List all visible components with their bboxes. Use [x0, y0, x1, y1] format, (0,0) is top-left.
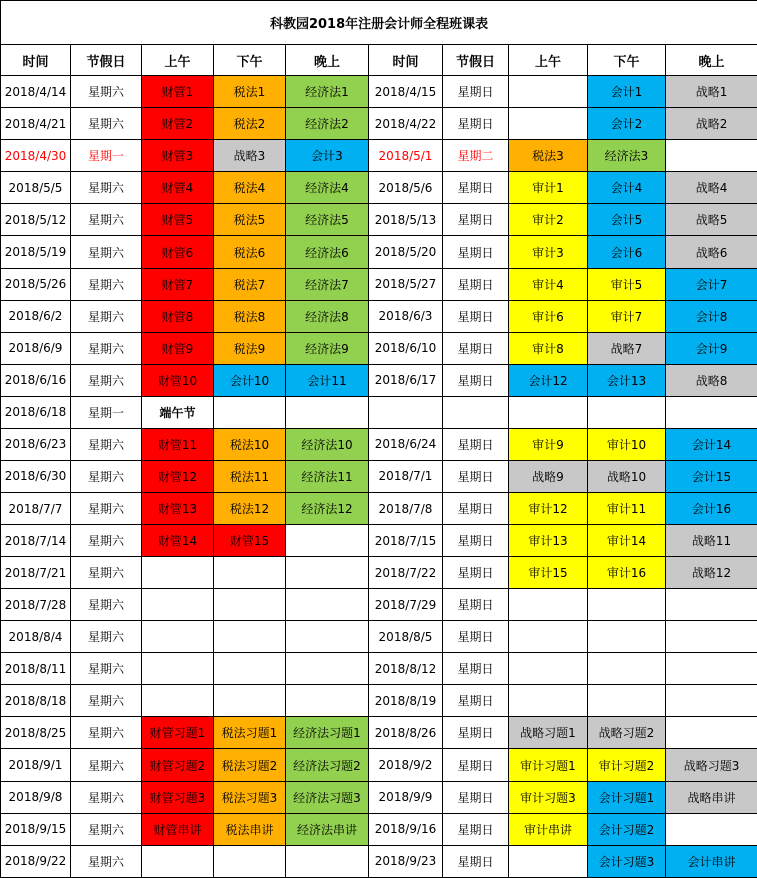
morning-cell-2: 审计3 — [509, 236, 588, 268]
morning-cell: 财管13 — [142, 492, 214, 524]
morning-cell: 财管10 — [142, 364, 214, 396]
date-cell-2: 2018/5/1 — [369, 140, 443, 172]
afternoon-cell: 税法12 — [214, 492, 286, 524]
table-row — [1, 428, 757, 460]
morning-cell-2: 审计6 — [509, 300, 588, 332]
morning-cell: 财管习题1 — [142, 717, 214, 749]
evening-cell: 经济法5 — [286, 204, 369, 236]
date-cell: 2018/6/30 — [1, 460, 71, 492]
morning-cell — [142, 589, 214, 621]
date-cell: 2018/8/18 — [1, 685, 71, 717]
afternoon-cell — [214, 845, 286, 877]
date-cell: 2018/7/14 — [1, 525, 71, 557]
afternoon-cell-2: 会计1 — [588, 76, 666, 108]
date-cell: 2018/9/8 — [1, 781, 71, 813]
date-cell: 2018/4/14 — [1, 76, 71, 108]
weekday-cell-2: 星期日 — [443, 172, 509, 204]
date-cell-2: 2018/7/8 — [369, 492, 443, 524]
table-row — [1, 589, 757, 621]
date-cell: 2018/7/7 — [1, 492, 71, 524]
evening-cell-2: 战略5 — [666, 204, 757, 236]
morning-header: 上午 — [142, 45, 214, 76]
evening-cell-2: 会计串讲 — [666, 845, 757, 877]
morning-cell: 财管12 — [142, 460, 214, 492]
morning-cell: 财管5 — [142, 204, 214, 236]
weekday-cell-2: 星期日 — [443, 364, 509, 396]
date-cell: 2018/6/18 — [1, 396, 71, 428]
evening-cell-2: 战略6 — [666, 236, 757, 268]
weekday-cell-2: 星期日 — [443, 557, 509, 589]
date-cell: 2018/4/30 — [1, 140, 71, 172]
weekday-cell: 星期六 — [71, 268, 142, 300]
weekday-cell: 星期六 — [71, 845, 142, 877]
date-cell-2: 2018/6/10 — [369, 332, 443, 364]
date-cell: 2018/8/4 — [1, 621, 71, 653]
table-row — [1, 813, 757, 845]
afternoon-cell-2 — [588, 396, 666, 428]
morning-cell — [142, 653, 214, 685]
table-row — [1, 364, 757, 396]
weekday-cell-2: 星期日 — [443, 332, 509, 364]
afternoon-cell-2: 会计习题1 — [588, 781, 666, 813]
date-cell-2: 2018/7/22 — [369, 557, 443, 589]
date-header-2: 时间 — [369, 45, 443, 76]
evening-cell-2 — [666, 653, 757, 685]
afternoon-cell-2: 战略7 — [588, 332, 666, 364]
date-cell-2: 2018/9/16 — [369, 813, 443, 845]
morning-header-2: 上午 — [509, 45, 588, 76]
date-cell-2: 2018/9/2 — [369, 749, 443, 781]
weekday-cell-2: 星期日 — [443, 460, 509, 492]
morning-cell-2: 战略习题1 — [509, 717, 588, 749]
date-cell: 2018/5/19 — [1, 236, 71, 268]
weekday-cell-2: 星期日 — [443, 621, 509, 653]
date-cell-2: 2018/9/23 — [369, 845, 443, 877]
evening-cell-2: 会计7 — [666, 268, 757, 300]
evening-cell-2 — [666, 717, 757, 749]
morning-cell-2: 审计13 — [509, 525, 588, 557]
weekday-cell-2: 星期日 — [443, 685, 509, 717]
weekday-cell: 星期一 — [71, 140, 142, 172]
date-cell-2: 2018/7/1 — [369, 460, 443, 492]
afternoon-cell-2: 战略10 — [588, 460, 666, 492]
weekday-cell: 星期六 — [71, 332, 142, 364]
date-cell: 2018/7/28 — [1, 589, 71, 621]
morning-cell-2: 审计4 — [509, 268, 588, 300]
date-cell-2: 2018/8/19 — [369, 685, 443, 717]
morning-cell-2 — [509, 108, 588, 140]
evening-cell-2: 战略12 — [666, 557, 757, 589]
afternoon-cell: 税法9 — [214, 332, 286, 364]
weekday-cell: 星期六 — [71, 300, 142, 332]
morning-cell: 财管8 — [142, 300, 214, 332]
afternoon-cell: 税法1 — [214, 76, 286, 108]
morning-cell: 财管11 — [142, 428, 214, 460]
afternoon-cell-2: 审计14 — [588, 525, 666, 557]
evening-cell-2 — [666, 621, 757, 653]
evening-cell: 经济法4 — [286, 172, 369, 204]
morning-cell: 财管1 — [142, 76, 214, 108]
weekday-cell-2: 星期日 — [443, 108, 509, 140]
evening-cell: 经济法习题3 — [286, 781, 369, 813]
afternoon-cell-2: 审计习题2 — [588, 749, 666, 781]
morning-cell-2 — [509, 685, 588, 717]
afternoon-cell-2 — [588, 653, 666, 685]
afternoon-cell: 税法习题3 — [214, 781, 286, 813]
table-row — [1, 717, 757, 749]
afternoon-cell — [214, 589, 286, 621]
morning-cell — [142, 845, 214, 877]
date-cell-2: 2018/9/9 — [369, 781, 443, 813]
evening-cell: 经济法12 — [286, 492, 369, 524]
morning-cell: 财管6 — [142, 236, 214, 268]
afternoon-cell: 税法串讲 — [214, 813, 286, 845]
morning-cell-2 — [509, 396, 588, 428]
holiday-header: 节假日 — [71, 45, 142, 76]
morning-cell: 端午节 — [142, 396, 214, 428]
weekday-cell: 星期六 — [71, 621, 142, 653]
evening-cell-2: 战略习题3 — [666, 749, 757, 781]
afternoon-cell-2: 审计11 — [588, 492, 666, 524]
date-cell-2: 2018/5/20 — [369, 236, 443, 268]
afternoon-cell: 税法习题2 — [214, 749, 286, 781]
afternoon-cell — [214, 621, 286, 653]
table-row — [1, 172, 757, 204]
weekday-cell: 星期六 — [71, 364, 142, 396]
afternoon-cell: 税法4 — [214, 172, 286, 204]
morning-cell-2: 审计12 — [509, 492, 588, 524]
afternoon-cell-2: 审计7 — [588, 300, 666, 332]
date-cell: 2018/4/21 — [1, 108, 71, 140]
date-cell: 2018/5/5 — [1, 172, 71, 204]
date-cell-2: 2018/4/22 — [369, 108, 443, 140]
evening-header-2: 晚上 — [666, 45, 757, 76]
afternoon-cell — [214, 396, 286, 428]
evening-cell-2: 战略2 — [666, 108, 757, 140]
evening-cell: 经济法串讲 — [286, 813, 369, 845]
afternoon-cell-2: 会计习题2 — [588, 813, 666, 845]
evening-header: 晚上 — [286, 45, 369, 76]
afternoon-header-2: 下午 — [588, 45, 666, 76]
morning-cell: 财管2 — [142, 108, 214, 140]
weekday-cell: 星期六 — [71, 76, 142, 108]
morning-cell — [142, 621, 214, 653]
afternoon-cell-2: 会计13 — [588, 364, 666, 396]
weekday-cell-2: 星期日 — [443, 717, 509, 749]
evening-cell — [286, 557, 369, 589]
evening-cell — [286, 845, 369, 877]
weekday-cell-2: 星期日 — [443, 813, 509, 845]
evening-cell-2: 战略11 — [666, 525, 757, 557]
afternoon-cell: 税法5 — [214, 204, 286, 236]
afternoon-cell — [214, 557, 286, 589]
afternoon-cell-2: 战略习题2 — [588, 717, 666, 749]
afternoon-header: 下午 — [214, 45, 286, 76]
afternoon-cell-2: 会计习题3 — [588, 845, 666, 877]
evening-cell: 经济法习题1 — [286, 717, 369, 749]
weekday-cell: 星期六 — [71, 525, 142, 557]
date-cell-2: 2018/6/3 — [369, 300, 443, 332]
weekday-cell: 星期六 — [71, 813, 142, 845]
evening-cell — [286, 589, 369, 621]
weekday-cell-2: 星期日 — [443, 525, 509, 557]
morning-cell: 财管串讲 — [142, 813, 214, 845]
afternoon-cell-2: 会计5 — [588, 204, 666, 236]
table-row — [1, 460, 757, 492]
afternoon-cell-2: 会计4 — [588, 172, 666, 204]
morning-cell: 财管习题2 — [142, 749, 214, 781]
morning-cell-2 — [509, 76, 588, 108]
morning-cell-2: 审计2 — [509, 204, 588, 236]
evening-cell-2: 会计8 — [666, 300, 757, 332]
evening-cell-2: 战略4 — [666, 172, 757, 204]
weekday-cell: 星期六 — [71, 557, 142, 589]
weekday-cell-2: 星期日 — [443, 76, 509, 108]
morning-cell-2: 审计15 — [509, 557, 588, 589]
afternoon-cell: 税法7 — [214, 268, 286, 300]
weekday-cell: 星期六 — [71, 204, 142, 236]
afternoon-cell-2: 审计10 — [588, 428, 666, 460]
evening-cell-2: 会计14 — [666, 428, 757, 460]
date-cell: 2018/9/15 — [1, 813, 71, 845]
date-cell-2 — [369, 396, 443, 428]
date-cell: 2018/8/25 — [1, 717, 71, 749]
afternoon-cell: 税法11 — [214, 460, 286, 492]
weekday-cell-2: 星期日 — [443, 492, 509, 524]
morning-cell-2: 税法3 — [509, 140, 588, 172]
evening-cell-2 — [666, 140, 757, 172]
morning-cell-2 — [509, 589, 588, 621]
evening-cell-2: 会计16 — [666, 492, 757, 524]
date-cell-2: 2018/5/6 — [369, 172, 443, 204]
table-row — [1, 621, 757, 653]
morning-cell-2: 审计习题3 — [509, 781, 588, 813]
weekday-cell: 星期六 — [71, 428, 142, 460]
evening-cell: 会计3 — [286, 140, 369, 172]
table-row — [1, 268, 757, 300]
table-row — [1, 396, 757, 428]
weekday-cell: 星期六 — [71, 108, 142, 140]
date-cell: 2018/6/23 — [1, 428, 71, 460]
date-cell: 2018/6/9 — [1, 332, 71, 364]
date-header: 时间 — [1, 45, 71, 76]
date-cell: 2018/6/2 — [1, 300, 71, 332]
table-row — [1, 236, 757, 268]
weekday-cell-2: 星期日 — [443, 428, 509, 460]
evening-cell-2: 战略串讲 — [666, 781, 757, 813]
date-cell: 2018/9/22 — [1, 845, 71, 877]
evening-cell: 经济法9 — [286, 332, 369, 364]
table-row — [1, 749, 757, 781]
weekday-cell: 星期六 — [71, 589, 142, 621]
evening-cell-2: 战略1 — [666, 76, 757, 108]
weekday-cell-2: 星期日 — [443, 300, 509, 332]
morning-cell-2: 审计1 — [509, 172, 588, 204]
morning-cell: 财管9 — [142, 332, 214, 364]
weekday-cell-2: 星期日 — [443, 589, 509, 621]
morning-cell-2: 审计习题1 — [509, 749, 588, 781]
table-row — [1, 140, 757, 172]
evening-cell: 经济法8 — [286, 300, 369, 332]
morning-cell: 财管习题3 — [142, 781, 214, 813]
evening-cell — [286, 685, 369, 717]
weekday-cell: 星期六 — [71, 749, 142, 781]
morning-cell-2 — [509, 653, 588, 685]
date-cell: 2018/9/1 — [1, 749, 71, 781]
morning-cell-2: 会计12 — [509, 364, 588, 396]
date-cell: 2018/7/21 — [1, 557, 71, 589]
afternoon-cell: 税法2 — [214, 108, 286, 140]
morning-cell — [142, 557, 214, 589]
weekday-cell: 星期六 — [71, 460, 142, 492]
morning-cell-2: 审计9 — [509, 428, 588, 460]
weekday-cell-2: 星期日 — [443, 749, 509, 781]
weekday-cell-2: 星期日 — [443, 204, 509, 236]
weekday-cell-2: 星期日 — [443, 845, 509, 877]
title-row — [1, 1, 757, 45]
morning-cell: 财管7 — [142, 268, 214, 300]
evening-cell: 经济法2 — [286, 108, 369, 140]
evening-cell-2 — [666, 685, 757, 717]
morning-cell — [142, 685, 214, 717]
table-row — [1, 300, 757, 332]
date-cell-2: 2018/6/24 — [369, 428, 443, 460]
evening-cell-2: 会计15 — [666, 460, 757, 492]
date-cell-2: 2018/5/27 — [369, 268, 443, 300]
evening-cell-2: 战略8 — [666, 364, 757, 396]
evening-cell — [286, 396, 369, 428]
table-row — [1, 525, 757, 557]
afternoon-cell: 战略3 — [214, 140, 286, 172]
table-row — [1, 492, 757, 524]
afternoon-cell-2 — [588, 685, 666, 717]
afternoon-cell: 税法10 — [214, 428, 286, 460]
table-row — [1, 557, 757, 589]
morning-cell-2: 审计8 — [509, 332, 588, 364]
evening-cell — [286, 653, 369, 685]
afternoon-cell — [214, 685, 286, 717]
date-cell-2: 2018/6/17 — [369, 364, 443, 396]
weekday-cell: 星期六 — [71, 653, 142, 685]
weekday-cell-2: 星期二 — [443, 140, 509, 172]
weekday-cell-2: 星期日 — [443, 268, 509, 300]
morning-cell-2 — [509, 621, 588, 653]
afternoon-cell-2 — [588, 621, 666, 653]
table-row — [1, 845, 757, 877]
evening-cell: 经济法1 — [286, 76, 369, 108]
table-row — [1, 76, 757, 108]
weekday-cell: 星期六 — [71, 717, 142, 749]
evening-cell-2 — [666, 589, 757, 621]
date-cell: 2018/6/16 — [1, 364, 71, 396]
afternoon-cell: 财管15 — [214, 525, 286, 557]
weekday-cell-2: 星期日 — [443, 236, 509, 268]
weekday-cell-2 — [443, 396, 509, 428]
afternoon-cell: 税法6 — [214, 236, 286, 268]
afternoon-cell — [214, 653, 286, 685]
table-row — [1, 332, 757, 364]
morning-cell: 财管3 — [142, 140, 214, 172]
weekday-cell: 星期六 — [71, 781, 142, 813]
afternoon-cell: 税法8 — [214, 300, 286, 332]
table-row — [1, 204, 757, 236]
date-cell: 2018/5/12 — [1, 204, 71, 236]
table-row — [1, 108, 757, 140]
weekday-cell: 星期六 — [71, 492, 142, 524]
holiday-header-2: 节假日 — [443, 45, 509, 76]
weekday-cell: 星期六 — [71, 236, 142, 268]
afternoon-cell-2: 经济法3 — [588, 140, 666, 172]
table-row — [1, 685, 757, 717]
evening-cell — [286, 525, 369, 557]
morning-cell: 财管4 — [142, 172, 214, 204]
afternoon-cell-2 — [588, 589, 666, 621]
afternoon-cell-2: 会计6 — [588, 236, 666, 268]
evening-cell: 经济法10 — [286, 428, 369, 460]
morning-cell-2 — [509, 845, 588, 877]
date-cell-2: 2018/4/15 — [369, 76, 443, 108]
afternoon-cell-2: 审计16 — [588, 557, 666, 589]
evening-cell-2 — [666, 396, 757, 428]
table-row — [1, 653, 757, 685]
date-cell: 2018/8/11 — [1, 653, 71, 685]
date-cell-2: 2018/8/5 — [369, 621, 443, 653]
date-cell-2: 2018/8/26 — [369, 717, 443, 749]
date-cell-2: 2018/5/13 — [369, 204, 443, 236]
weekday-cell-2: 星期日 — [443, 653, 509, 685]
weekday-cell: 星期一 — [71, 396, 142, 428]
date-cell: 2018/5/26 — [1, 268, 71, 300]
afternoon-cell: 会计10 — [214, 364, 286, 396]
evening-cell — [286, 621, 369, 653]
weekday-cell-2: 星期日 — [443, 781, 509, 813]
header-row — [1, 45, 757, 76]
date-cell-2: 2018/8/12 — [369, 653, 443, 685]
evening-cell: 经济法习题2 — [286, 749, 369, 781]
table-title: 科教园2018年注册会计师全程班课表 — [1, 1, 757, 45]
morning-cell: 财管14 — [142, 525, 214, 557]
morning-cell-2: 战略9 — [509, 460, 588, 492]
date-cell-2: 2018/7/15 — [369, 525, 443, 557]
morning-cell-2: 审计串讲 — [509, 813, 588, 845]
afternoon-cell-2: 审计5 — [588, 268, 666, 300]
evening-cell: 经济法7 — [286, 268, 369, 300]
evening-cell: 经济法6 — [286, 236, 369, 268]
afternoon-cell-2: 会计2 — [588, 108, 666, 140]
evening-cell: 会计11 — [286, 364, 369, 396]
weekday-cell: 星期六 — [71, 685, 142, 717]
afternoon-cell: 税法习题1 — [214, 717, 286, 749]
weekday-cell: 星期六 — [71, 172, 142, 204]
evening-cell-2 — [666, 813, 757, 845]
date-cell-2: 2018/7/29 — [369, 589, 443, 621]
table-row — [1, 781, 757, 813]
evening-cell-2: 会计9 — [666, 332, 757, 364]
evening-cell: 经济法11 — [286, 460, 369, 492]
